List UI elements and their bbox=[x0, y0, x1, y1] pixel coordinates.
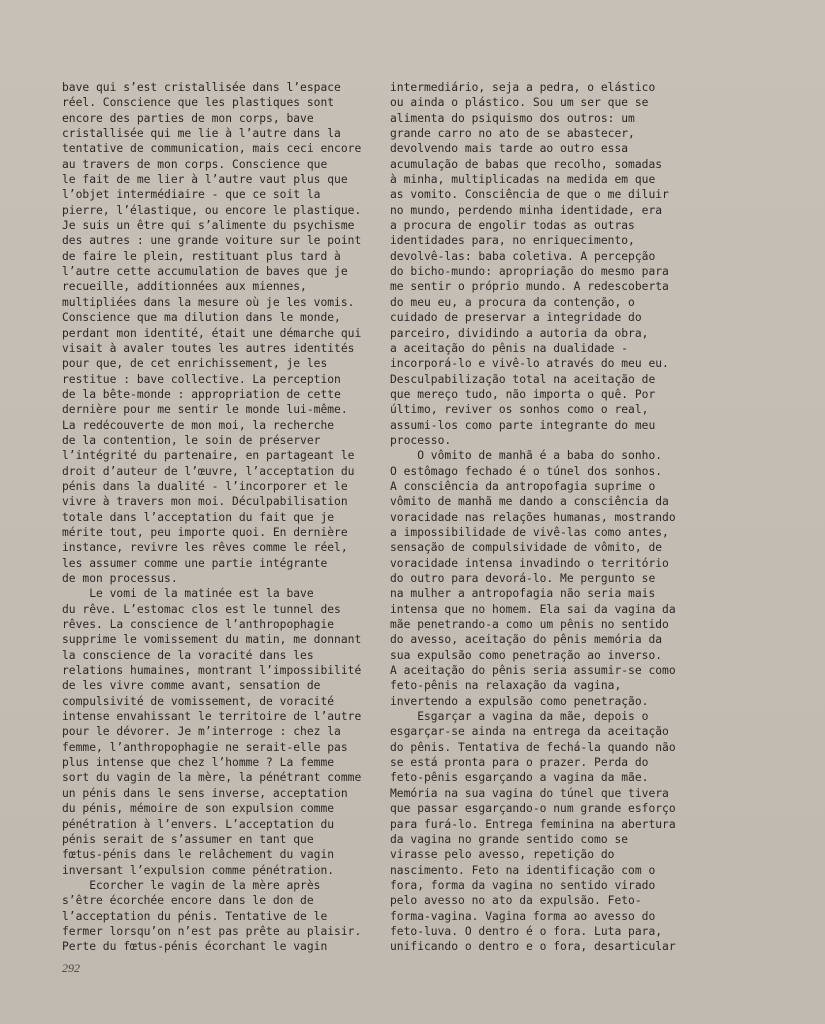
right-column-portuguese-text bbox=[390, 80, 676, 955]
text-line: do pênis. Tentativa de fechá-la quando não bbox=[390, 740, 676, 754]
text-line: sua expulsão como penetração ao inverso. bbox=[390, 648, 663, 662]
text-line: do avesso, aceitação do pênis memória da bbox=[390, 633, 663, 647]
text-line: Conscience que ma dilution dans le monde, bbox=[62, 311, 341, 325]
text-line: multipliées dans la mesure où je les vomis. bbox=[62, 295, 355, 309]
text-line: do outro para devorá-lo. Me pergunto se bbox=[390, 572, 656, 585]
text-line: de faire le plein, restituant plus tard à bbox=[62, 249, 341, 263]
text-line: feto-pênis esgarçando a vagina da mãe. bbox=[390, 771, 649, 785]
text-line: intensa que no homem. Ela sai da vagina da bbox=[390, 602, 676, 616]
text-line: pénis dans la dualité - l’incorporer et le bbox=[62, 479, 348, 493]
text-line: do bicho-mundo: apropriação do mesmo para bbox=[390, 265, 669, 279]
text-line: as vomito. Consciência de que o me diluir bbox=[390, 188, 669, 202]
text-line: forma-vagina. Vagina forma ao avesso do bbox=[390, 909, 656, 923]
text-line: de la contention, le soin de préserver bbox=[62, 433, 321, 447]
text-line: voracidade intensa invadindo o território bbox=[390, 556, 669, 570]
text-line: incorporá-lo e vivê-lo através do meu eu. bbox=[390, 357, 669, 371]
text-line: pénis serait de s’assumer en tant que bbox=[62, 832, 314, 846]
text-line: processo. bbox=[390, 433, 452, 447]
text-line: pénétration à l’envers. L’acceptation du bbox=[62, 817, 335, 831]
left-column-french-text bbox=[62, 80, 361, 955]
text-line: mérite tout, peu importe quoi. En dernière bbox=[62, 525, 348, 539]
text-line: voracidade nas relações humanas, mostrando bbox=[390, 510, 676, 524]
text-line: se está pronta para o prazer. Perda do bbox=[390, 756, 649, 770]
text-line: vivre à travers mon moi. Déculpabilisation bbox=[62, 495, 348, 509]
text-line: pour que, de cet enrichissement, je les bbox=[62, 357, 328, 371]
text-line: Je suis un être qui s’alimente du psychisme bbox=[62, 219, 355, 233]
page-number: 292 bbox=[62, 961, 80, 975]
text-line: virasse pelo avesso, repetição do bbox=[390, 848, 615, 862]
text-line: compulsivité de vomissement, de voracité bbox=[62, 694, 335, 708]
text-line: a procura de engolir todas as outras bbox=[390, 219, 635, 233]
text-line: inversant l’expulsion comme pénétration. bbox=[62, 863, 335, 877]
text-line: O vômito de manhã é a baba do sonho. bbox=[390, 449, 663, 463]
text-line: devolvê-las: baba coletiva. A percepção bbox=[390, 249, 656, 263]
text-line: que passar esgarçando-o num grande esforço bbox=[390, 802, 676, 816]
text-line: assumi-los como parte integrante do meu bbox=[390, 418, 656, 432]
text-line: l’objet intermédiaire - que ce soit la bbox=[62, 188, 321, 202]
text-line: Desculpabilização total na aceitação de bbox=[390, 372, 656, 386]
text-line: s’être écorchée encore dans le don de bbox=[62, 894, 314, 908]
text-line: feto-pênis na relaxação da vagina, bbox=[390, 679, 622, 693]
text-line: pour le dévorer. Je m’interroge : chez la bbox=[62, 725, 341, 739]
text-line: relations humaines, montrant l’impossibilité bbox=[62, 664, 362, 678]
text-line: a aceitação do pênis na dualidade - bbox=[390, 341, 629, 355]
text-line: parceiro, dividindo a autoria da obra, bbox=[390, 326, 649, 340]
text-line: plus intense que chez l’homme ? La femme bbox=[62, 756, 335, 770]
text-line: restitue : bave collective. La perception bbox=[62, 372, 341, 386]
text-line: encore des parties de mon corps, bave bbox=[62, 111, 314, 125]
text-line: à minha, multiplicadas na medida em que bbox=[390, 173, 656, 187]
text-line: acumulação de babas que recolho, somadas bbox=[390, 157, 663, 171]
text-line: a impossibilidade de vivê-las como antes, bbox=[390, 525, 669, 539]
text-line: último, reviver os sonhos como o real, bbox=[390, 403, 649, 417]
text-line: Ecorcher le vagin de la mère après bbox=[62, 878, 321, 892]
text-line: le fait de me lier à l’autre vaut plus que bbox=[62, 173, 348, 187]
text-line: de les vivre comme avant, sensation de bbox=[62, 679, 321, 693]
text-line: Le vomi de la matinée est la bave bbox=[62, 587, 314, 601]
text-line: me sentir o próprio mundo. A redescoberta bbox=[390, 280, 669, 294]
text-line: bave qui s’est cristallisée dans l’espace bbox=[62, 81, 341, 94]
text-line: recueille, additionnées aux miennes, bbox=[62, 280, 307, 294]
text-line: fœtus-pénis dans le relâchement du vagin bbox=[62, 848, 335, 862]
text-line: au travers de mon corps. Conscience que bbox=[62, 157, 328, 171]
text-line: pierre, l’élastique, ou encore le plastique. bbox=[62, 203, 362, 217]
text-line: esgarçar-se ainda na entrega da aceitação bbox=[390, 725, 669, 739]
text-line: Esgarçar a vagina da mãe, depois o bbox=[390, 710, 649, 724]
text-line: para furá-lo. Entrega feminina na abertura bbox=[390, 817, 676, 831]
text-line: nascimento. Feto na identificação com o bbox=[390, 863, 656, 877]
text-line: l’autre cette accumulation de baves que je bbox=[62, 265, 348, 279]
text-line: no mundo, perdendo minha identidade, era bbox=[390, 203, 663, 217]
text-line: Memória na sua vagina do túnel que tivera bbox=[390, 786, 669, 800]
text-line: mãe penetrando-a como um pênis no sentido bbox=[390, 618, 669, 632]
text-line: fermer lorsqu’on n’est pas prête au plaisir. bbox=[62, 924, 362, 938]
text-line: cristallisée qui me lie à l’autre dans la bbox=[62, 127, 341, 141]
text-line: feto-luva. O dentro é o fora. Luta para, bbox=[390, 924, 663, 938]
text-line: droit d’auteur de l’œuvre, l’acceptation du bbox=[62, 464, 355, 478]
text-line: na mulher a antropofagia não seria mais bbox=[390, 587, 656, 601]
text-line: cuidado de preservar a integridade do bbox=[390, 311, 642, 325]
text-line: totale dans l’acceptation du fait que je bbox=[62, 510, 335, 524]
text-line: réel. Conscience que les plastiques sont bbox=[62, 96, 335, 110]
text-line: supprime le vomissement du matin, me donnant bbox=[62, 633, 362, 647]
text-line: l’intégrité du partenaire, en partageant le bbox=[62, 449, 355, 463]
text-line: que mereço tudo, não importa o quê. Por bbox=[390, 387, 656, 401]
text-line: du rêve. L’estomac clos est le tunnel des bbox=[62, 602, 341, 616]
text-line: da vagina no grande sentido como se bbox=[390, 832, 629, 846]
text-line: intermediário, seja a pedra, o elástico bbox=[390, 81, 656, 94]
text-line: sensação de compulsividade de vômito, de bbox=[390, 541, 663, 555]
text-line: grande carro no ato de se abastecer, bbox=[390, 127, 635, 141]
text-line: pelo avesso no ato da expulsão. Feto- bbox=[390, 894, 642, 908]
text-line: identidades para, no enriquecimento, bbox=[390, 234, 635, 248]
text-line: do meu eu, a procura da contenção, o bbox=[390, 295, 635, 309]
text-line: alimenta do psiquismo dos outros: um bbox=[390, 111, 635, 125]
text-line: devolvendo mais tarde ao outro essa bbox=[390, 142, 629, 156]
text-line: unificando o dentro e o fora, desarticular bbox=[390, 940, 676, 954]
text-line: fora, forma da vagina no sentido virado bbox=[390, 878, 656, 892]
text-line: O estômago fechado é o túnel dos sonhos. bbox=[390, 464, 663, 478]
text-line: un pénis dans le sens inverse, acceptation bbox=[62, 786, 348, 800]
text-line: tentative de communication, mais ceci encore bbox=[62, 142, 362, 156]
text-line: A consciência da antropofagia suprime o bbox=[390, 479, 656, 493]
text-line: vômito de manhã me dando a consciência da bbox=[390, 495, 669, 509]
text-line: invertendo a expulsão como penetração. bbox=[390, 694, 649, 708]
text-line: La redécouverte de mon moi, la recherche bbox=[62, 418, 335, 432]
text-line: des autres : une grande voiture sur le point bbox=[62, 234, 362, 248]
text-line: femme, l’anthropophagie ne serait-elle pas bbox=[62, 740, 348, 754]
text-line: les assumer comme une partie intégrante bbox=[62, 556, 328, 570]
text-line: la conscience de la voracité dans les bbox=[62, 648, 314, 662]
text-line: intense envahissant le territoire de l’autre bbox=[62, 710, 362, 724]
text-line: A aceitação do pênis seria assumir-se como bbox=[390, 664, 676, 678]
text-line: perdant mon identité, était une démarche qui bbox=[62, 326, 362, 340]
text-line: visait à avaler toutes les autres identités bbox=[62, 341, 355, 355]
text-line: de mon processus. bbox=[62, 572, 178, 585]
text-line: l’acceptation du pénis. Tentative de le bbox=[62, 909, 328, 923]
text-line: instance, revivre les rêves comme le réel, bbox=[62, 541, 348, 555]
text-line: de la bête-monde : appropriation de cette bbox=[62, 387, 341, 401]
text-line: du pénis, mémoire de son expulsion comme bbox=[62, 802, 335, 816]
text-line: Perte du fœtus-pénis écorchant le vagin bbox=[62, 940, 328, 954]
text-line: ou ainda o plástico. Sou um ser que se bbox=[390, 96, 649, 110]
text-line: sort du vagin de la mère, la pénétrant comme bbox=[62, 771, 362, 785]
text-line: dernière pour me sentir le monde lui-même. bbox=[62, 403, 348, 417]
text-line: rêves. La conscience de l’anthropophagie bbox=[62, 618, 335, 632]
